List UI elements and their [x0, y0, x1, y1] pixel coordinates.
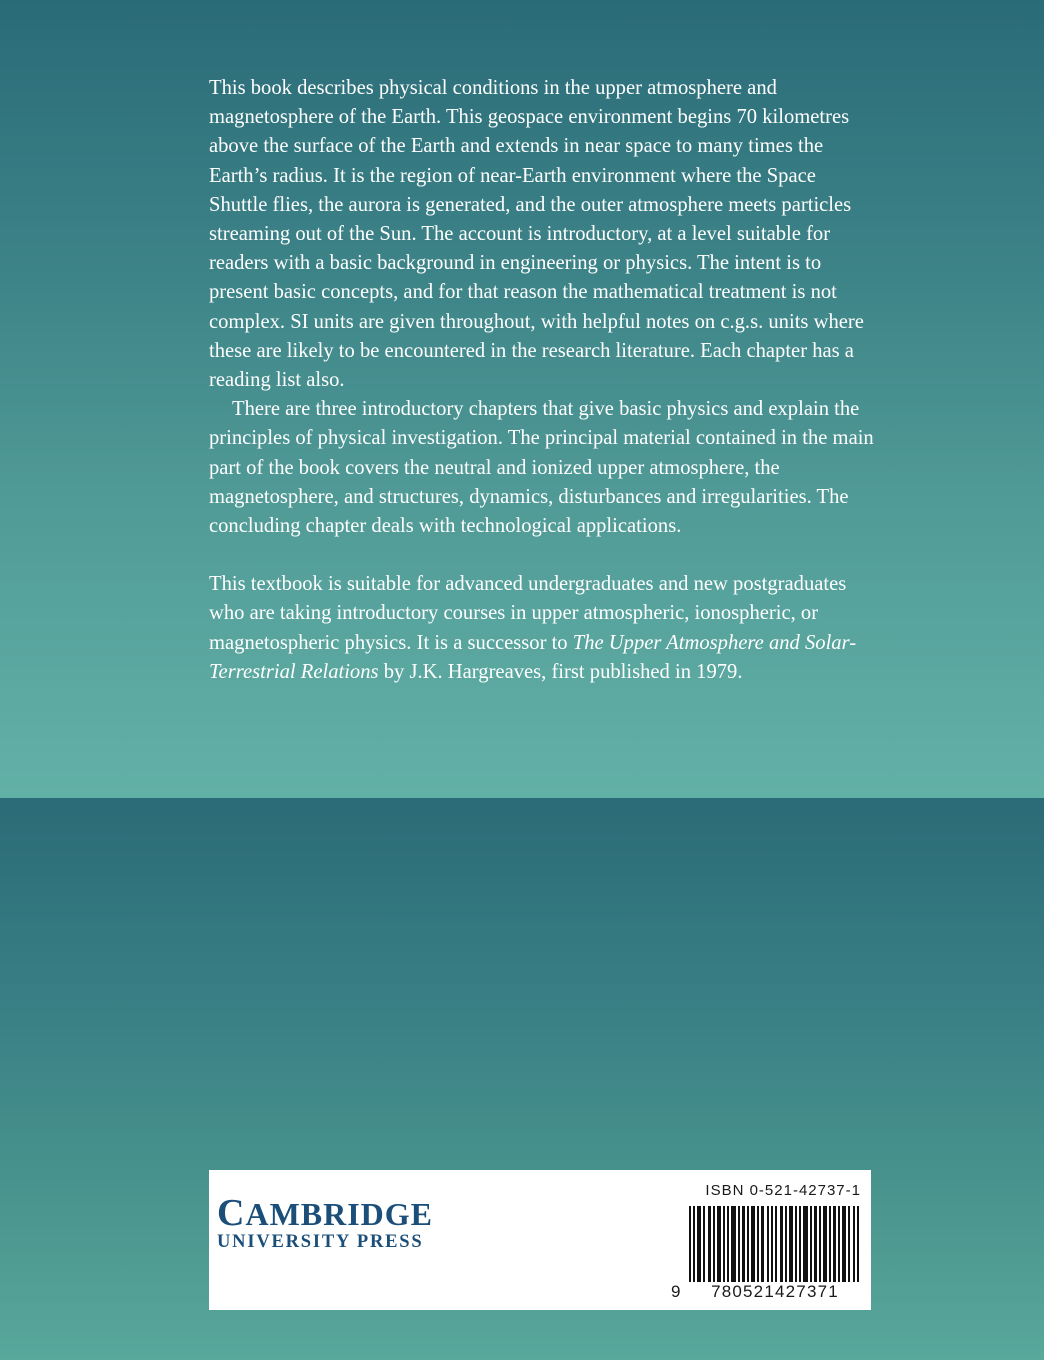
publisher-name-initial: C [217, 1192, 246, 1234]
publisher-subtitle: UNIVERSITY PRESS [217, 1232, 424, 1252]
publisher-panel [209, 1170, 871, 1310]
barcode-lead-digit: 9 [671, 1282, 681, 1301]
publisher-name [217, 1192, 434, 1234]
publisher-name-rest: AMBRIDGE [245, 1196, 434, 1232]
back-cover-blurb [209, 74, 879, 687]
isbn-label: ISBN 0-521-42737-1 [705, 1182, 861, 1199]
blurb-paragraph-2: There are three introductory chapters that give basic physics and explain the principles of physical investigation. The principal material contained in the main part of the book covers the neutral and ionized upper atmosphere, the magnetosphere, and structures, dynamics, disturbances and irregularities. The concluding chapter deals with technological applications. [209, 398, 874, 538]
blurb-paragraph-3 [209, 570, 879, 687]
cambridge-logo [217, 1192, 434, 1253]
blurb-p3-tail: by J.K. Hargreaves, first published in 1979. [378, 660, 743, 683]
blurb-p3-text: This textbook is suitable for advanced undergraduates and new postgraduates who are taking introductory courses in upper atmospheric, ionospheric, or magnetospheric physics. It is a successor to [209, 573, 847, 654]
predecessor-book-title: The Upper Atmosphere and Solar-Terrestrial Relations [209, 631, 857, 683]
barcode-digits: 780521427371 [687, 1282, 863, 1302]
blurb-paragraph-1: This book describes physical conditions in the upper atmosphere and magnetosphere of the Earth. This geospace environment begins 70 kilometres above the surface of the Earth and extends in near space to many times the Earth’s radius. It is the region of near-Earth environment where the Space Shuttle flies, the aurora is generated, and the outer atmosphere meets particles streaming out of the Sun. The account is introductory, at a level suitable for readers with a basic background in engineering or physics. The intent is to present basic concepts, and for that reason the mathematical treatment is not complex. SI units are given throughout, with helpful notes on c.g.s. units where these are likely to be encountered in the research literature. Each chapter has a reading list also. [209, 77, 864, 392]
